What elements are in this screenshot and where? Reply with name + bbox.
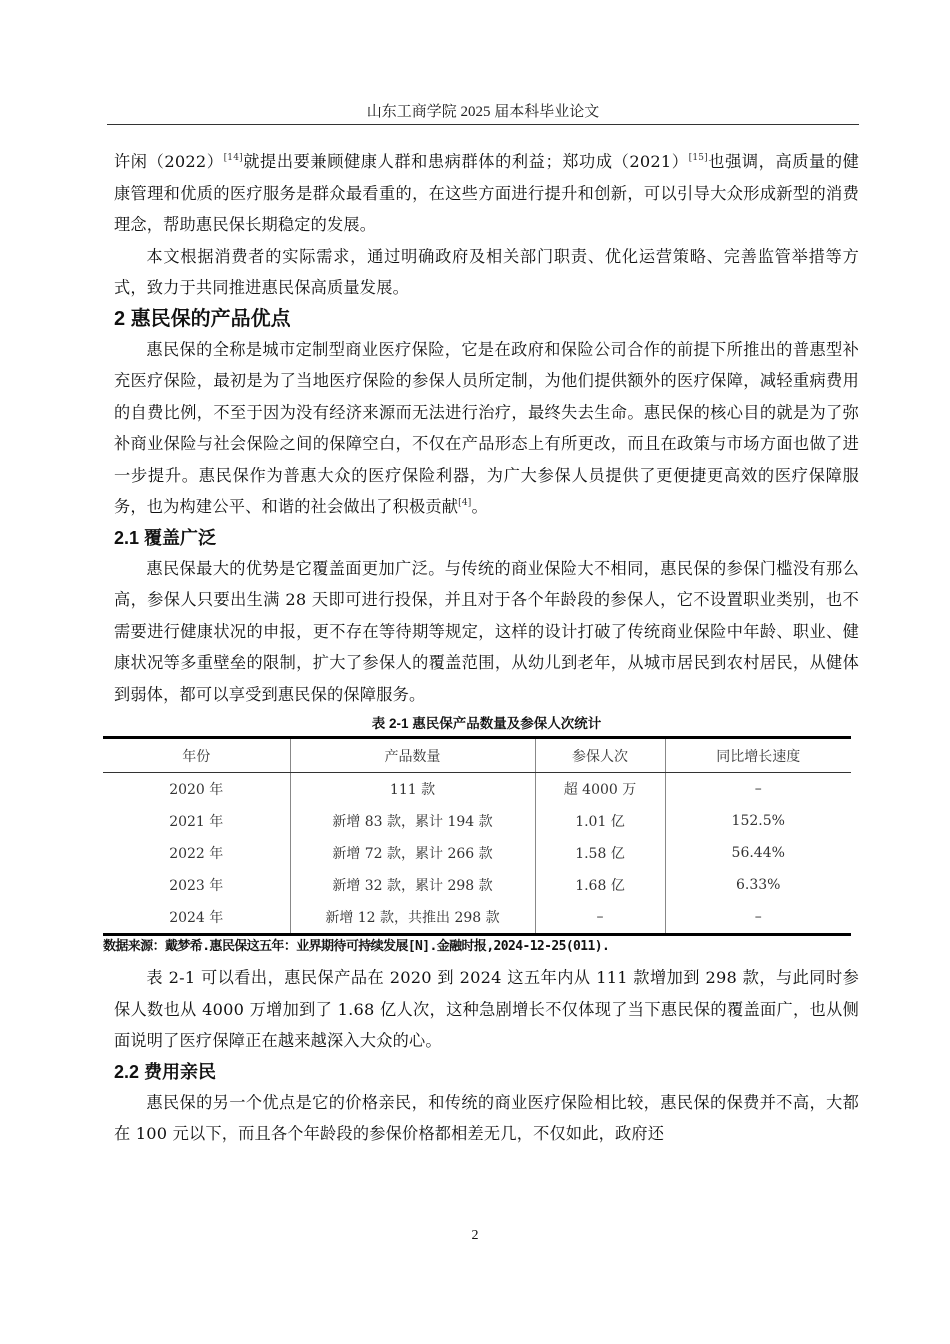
cell-enrollment: 1.01 亿 xyxy=(535,805,665,837)
citation-15[interactable]: [15] xyxy=(688,153,708,163)
text-segment: 就提出要兼顾健康人群和患病群体的利益；郑功成（2021） xyxy=(242,152,689,171)
citation-4[interactable]: [4] xyxy=(458,498,472,508)
cell-growth-rate: 56.44% xyxy=(665,837,851,869)
page-number: 2 xyxy=(471,1228,479,1243)
cell-product-count: 新增 83 款，累计 194 款 xyxy=(290,805,535,837)
section-heading-2: 2 惠民保的产品优点 xyxy=(114,307,291,330)
cell-growth-rate: 6.33% xyxy=(665,869,851,901)
column-header-year: 年份 xyxy=(103,738,290,773)
statistics-table xyxy=(103,736,851,936)
paragraph-literature xyxy=(114,146,859,241)
cell-enrollment: 超 4000 万 xyxy=(535,773,665,806)
page-body xyxy=(103,146,859,1150)
cell-product-count: 111 款 xyxy=(290,773,535,806)
cell-year: 2023 年 xyxy=(169,878,224,894)
paragraph-affordability: 惠民保的另一个优点是它的价格亲民，和传统的商业医疗保险相比较，惠民保的保费并不高，大都在 100 元以下，而且各个年龄段的参保价格都相差无几，不仅如此，政府还 xyxy=(114,1092,859,1143)
cell-product-count: 新增 12 款，共推出 298 款 xyxy=(290,901,535,935)
cell-year: 2020 年 xyxy=(169,782,224,798)
section-heading-2-2: 2.2 费用亲民 xyxy=(114,1061,217,1082)
table-row xyxy=(103,901,851,935)
cell-growth-rate: – xyxy=(665,901,851,935)
table-caption: 表 2-1 惠民保产品数量及参保人次统计 xyxy=(371,716,602,731)
running-header: 山东工商学院 2025 届本科毕业论文 xyxy=(366,104,600,120)
cell-product-count: 新增 72 款，累计 266 款 xyxy=(290,837,535,869)
text-segment: 惠民保的全称是城市定制型商业医疗保险，它是在政府和保险公司合作的前提下所推出的普惠型补充医疗保险，最初是为了当地医疗保险的参保人员所定制，为他们提供额外的医疗保障，减轻重病费用的自费比例，不至于因为没有经济来源而无法进行治疗，最终失去生命。惠民保的核心目的就是为了弥补商业保险与社会保险之间的保障空白，不仅在产品形态上有所更改，而且在政策与市场方面也做了进一步提升。惠民保作为普惠大众的医疗保险利器，为广大参保人员提供了更便捷更高效的医疗保障服务，也为构建公平、和谐的社会做出了积极贡献 xyxy=(114,339,859,516)
cell-year: 2021 年 xyxy=(169,814,224,830)
cell-growth-rate: – xyxy=(665,773,851,806)
table-row xyxy=(103,837,851,869)
table-source-note: 数据来源：戴梦希.惠民保这五年：业界期待可持续发展[N].金融时报,2024-12-25(011). xyxy=(103,939,610,954)
section-heading-2-1: 2.1 覆盖广泛 xyxy=(114,527,217,548)
column-header-product-count: 产品数量 xyxy=(290,738,535,773)
cell-year: 2024 年 xyxy=(169,910,224,926)
column-header-growth-rate: 同比增长速度 xyxy=(665,738,851,773)
table-row xyxy=(103,805,851,837)
paragraph-purpose: 本文根据消费者的实际需求，通过明确政府及相关部门职责、优化运营策略、完善监管举措等方式，致力于共同推进惠民保高质量发展。 xyxy=(114,246,859,297)
cell-enrollment: 1.58 亿 xyxy=(535,837,665,869)
cell-enrollment: 1.68 亿 xyxy=(535,869,665,901)
column-header-enrollment: 参保人次 xyxy=(535,738,665,773)
text-segment: 也强调，高质量的健康管理和优质的医疗服务是群众最看重的，在这些方面进行提升和创新，可以引导大众形成新型的消费理念，帮助惠民保长期稳定的发展。 xyxy=(114,152,859,234)
cell-growth-rate: 152.5% xyxy=(665,805,851,837)
table-row xyxy=(103,869,851,901)
paragraph-definition xyxy=(114,334,859,523)
table-header-row xyxy=(103,738,851,773)
text-segment: 。 xyxy=(471,497,488,516)
paragraph-coverage: 惠民保最大的优势是它覆盖面更加广泛。与传统的商业保险大不相同，惠民保的参保门槛没有那么高，参保人只要出生满 28 天即可进行投保，并且对于各个年龄段的参保人，它不设置职业类别，也不需要进行健康状况的申报，更不存在等待期等规定，这样的设计打破了传统商业保险中年龄、职业、健康状况等多重壁垒的限制，扩大了参保人的覆盖范围，从幼儿到老年，从城市居民到农村居民，从健体到弱体，都可以享受到惠民保的保障服务。 xyxy=(114,558,859,704)
cell-enrollment: – xyxy=(535,901,665,935)
table-row xyxy=(103,773,851,806)
header-rule xyxy=(107,124,859,125)
cell-year: 2022 年 xyxy=(169,846,224,862)
cell-product-count: 新增 32 款，累计 298 款 xyxy=(290,869,535,901)
text-segment: 许闲（2022） xyxy=(114,152,224,171)
citation-14[interactable]: [14] xyxy=(223,153,243,163)
paragraph-table-analysis: 表 2-1 可以看出，惠民保产品在 2020 到 2024 这五年内从 111 款增加到 298 款，与此同时参保人数也从 4000 万增加到了 1.68 亿人次，这种急剧增长不仅体现了当下惠民保的覆盖面广，也从侧面说明了医疗保障正在越来越深入大众的心。 xyxy=(114,968,859,1050)
